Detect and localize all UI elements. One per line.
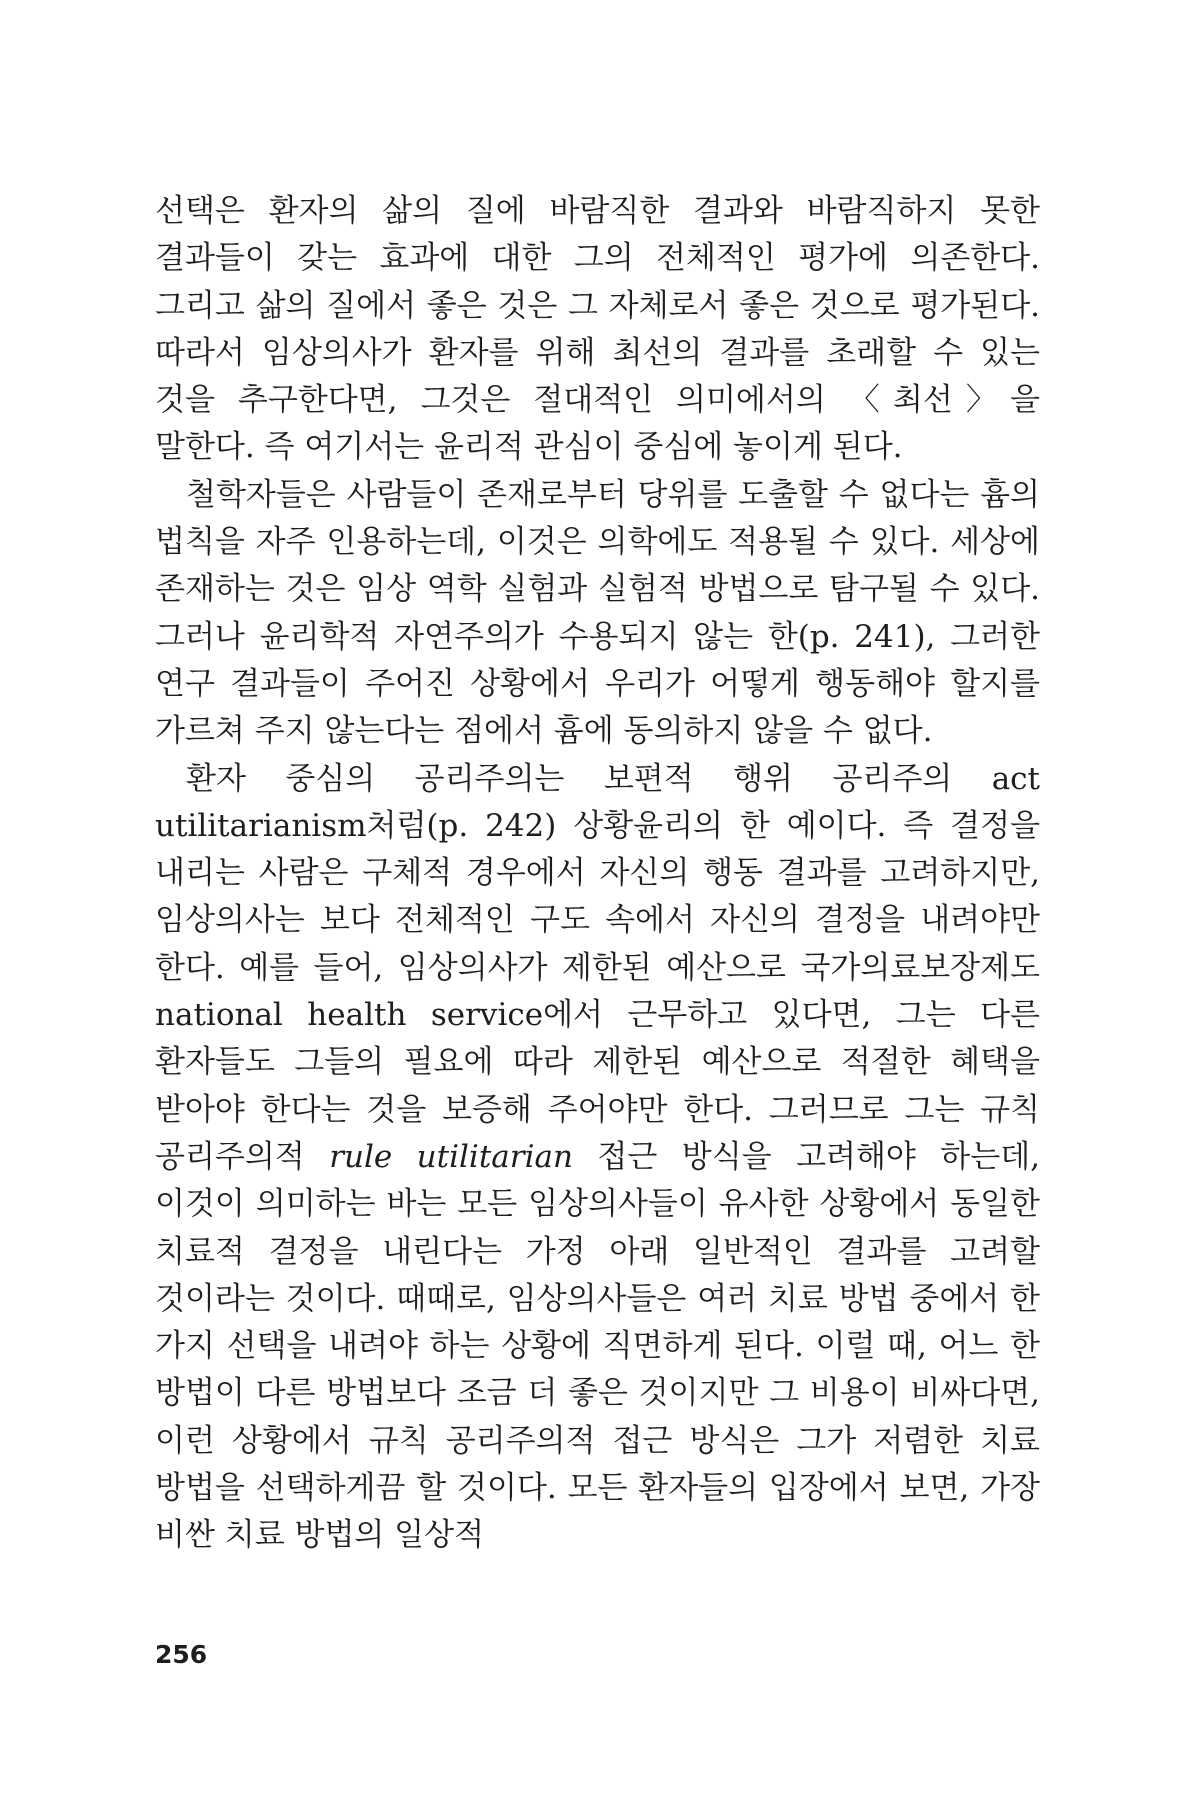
paragraph-2: 철학자들은 사람들이 존재로부터 당위를 도출할 수 없다는 흄의 법칙을 자주 인용하는데, 이것은 의학에도 적용될 수 있다. 세상에 존재하는 것은 임상 역학 실험과 실험적 방법으로 탐구될 수 있다. 그러나 윤리학적 자연주의가 수용되지 않는 한(p. 241), 그러한 연구 결과들이 주어진 상황에서 우리가 어떻게 행동해야 할지를 가르쳐 주지 않는다는 점에서 흄에 동의하지 않을 수 없다. [155, 476, 1040, 750]
paragraph-1: 선택은 환자의 삶의 질에 바람직한 결과와 바람직하지 못한 결과들이 갖는 효과에 대한 그의 전체적인 평가에 의존한다. 그리고 삶의 질에서 좋은 것은 그 자체로서 좋은 것으로 평가된다. 따라서 임상의사가 환자를 위해 최선의 결과를 초래할 수 있는 것을 추구한다면, 그것은 절대적인 의미에서의 〈최선〉을 말한다. 즉 여기서는 윤리적 관심이 중심에 놓이게 된다. [155, 193, 1040, 466]
italic-term-rule-utilitarian: rule utilitarian [329, 1138, 573, 1175]
paragraph-3 [155, 756, 1040, 1560]
page-number: 256 [155, 1640, 208, 1669]
paragraph-3-part-2: 접근 방식을 고려해야 하는데, 이것이 의미하는 바는 모든 임상의사들이 유사한 상황에서 동일한 치료적 결정을 내린다는 가정 아래 일반적인 결과를 고려할 것이라는 것이다. 때때로, 임상의사들은 여러 치료 방법 중에서 한 가지 선택을 내려야 하는 상황에 직면하게 된다. 이럴 때, 어느 한 방법이 다른 방법보다 조금 더 좋은 것이지만 그 비용이 비싸다면, 이런 상황에서 규칙 공리주의적 접근 방식은 그가 저렴한 치료 방법을 선택하게끔 할 것이다. 모든 환자들의 입장에서 보면, 가장 비싼 치료 방법의 일상적 [155, 1138, 1041, 1554]
paragraph-3-part-1: 환자 중심의 공리주의는 보편적 행위 공리주의 act utilitarianism처럼(p. 242) 상황윤리의 한 예이다. 즉 결정을 내리는 사람은 구체적 경우에서 자신의 행동 결과를 고려하지만, 임상의사는 보다 전체적인 구도 속에서 자신의 결정을 내려야만 한다. 예를 들어, 임상의사가 제한된 예산으로 국가의료보장제도 national health service에서 근무하고 있다면, 그는 다른 환자들도 그들의 필요에 따라 제한된 예산으로 적절한 혜택을 받아야 한다는 것을 보증해 주어야만 한다. 그러므로 그는 규칙 공리주의적 [155, 760, 1040, 1175]
body-text [155, 188, 1040, 1560]
